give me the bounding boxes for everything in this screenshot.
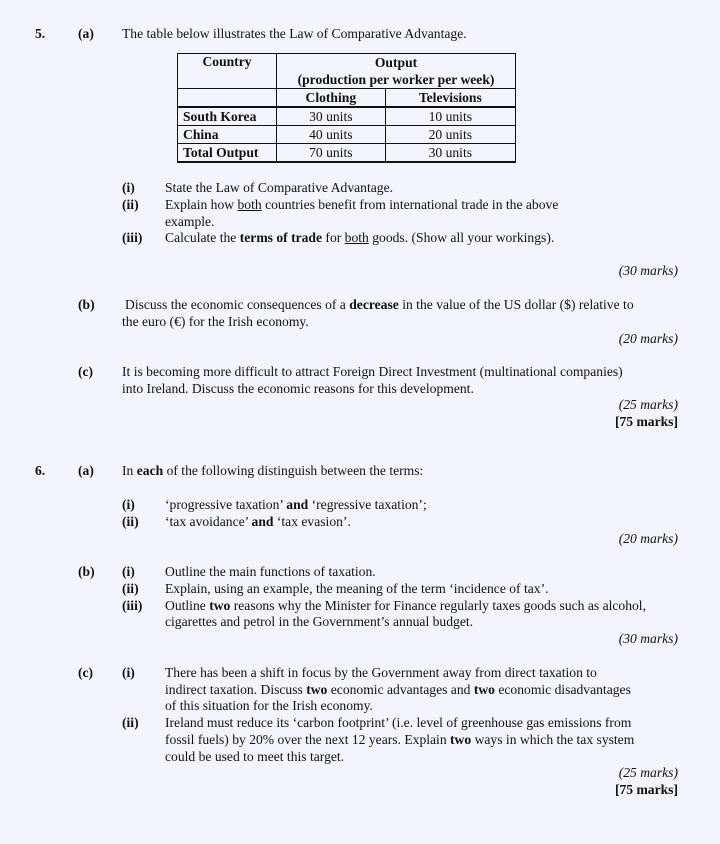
country-header: Country [178,54,277,89]
q5a-item-text: State the Law of Comparative Advantage. [165,180,394,195]
q5a-item-text-cont: example. [165,214,215,229]
q5-part-a-intro: The table below illustrates the Law of Comparative Advantage. [122,26,467,41]
q6b-item-label: (iii) [122,598,143,613]
q5-part-c-text-cont: into Ireland. Discuss the economic reasons for this development. [122,381,474,396]
televisions-header: Televisions [385,89,515,108]
q5-total-marks: [75 marks] [614,414,678,429]
country-cell: South Korea [178,107,277,126]
q6-part-b-label: (b) [78,564,95,579]
q6-part-a-intro: In each of the following distinguish between the terms: [122,463,424,478]
q6a-item-label: (ii) [122,514,139,529]
q6a-marks: (20 marks) [618,531,678,546]
q6b-item-text: Outline two reasons why the Minister for Finance regularly taxes goods such as alcohol, [165,598,646,613]
q5a-item-label: (ii) [122,197,139,212]
comparative-advantage-table [177,53,516,163]
q6c-item-text-cont: could be used to meet this target. [165,749,345,764]
clothing-cell: 70 units [277,144,386,163]
output-subheader: (production per worker per week) [277,71,516,89]
q6c-item-label: (ii) [122,715,139,730]
output-header: Output [277,54,516,72]
q6a-item-text: ‘progressive taxation’ and ‘regressive taxation’; [165,497,427,512]
q6b-item-text: Explain, using an example, the meaning of the term ‘incidence of tax’. [165,581,549,596]
q6c-item-text-cont: fossil fuels) by 20% over the next 12 years. Explain two ways in which the tax system [165,732,635,747]
q6-total-marks: [75 marks] [614,782,678,797]
table-row [178,126,516,144]
question-6-number: 6. [35,463,46,478]
clothing-cell: 30 units [277,107,386,126]
q6b-marks: (30 marks) [618,631,678,646]
q6c-marks: (25 marks) [618,765,678,780]
clothing-cell: 40 units [277,126,386,144]
q5c-marks: (25 marks) [618,397,678,412]
televisions-cell: 30 units [385,144,515,163]
q6a-item-label: (i) [122,497,135,512]
q6c-item-text-cont: indirect taxation. Discuss two economic advantages and two economic disadvantages [165,682,631,697]
q6c-item-text-cont: of this situation for the Irish economy. [165,698,373,713]
table-row [178,144,516,163]
question-5-number: 5. [35,26,46,41]
q6b-item-text: Outline the main functions of taxation. [165,564,376,579]
q5-part-b-text: Discuss the economic consequences of a decrease in the value of the US dollar ($) relative to [125,297,634,312]
q5-part-c-label: (c) [78,364,94,379]
q5-part-c-text: It is becoming more difficult to attract Foreign Direct Investment (multinational companies) [122,364,623,379]
q5a-item-label: (i) [122,180,135,195]
q5a-marks: (30 marks) [618,263,678,278]
q6b-item-label: (i) [122,564,135,579]
q6c-item-text: Ireland must reduce its ‘carbon footprint’ (i.e. level of greenhouse gas emissions from [165,715,632,730]
televisions-cell: 20 units [385,126,515,144]
q6-part-c-label: (c) [78,665,94,680]
q6-part-a-label: (a) [78,463,94,478]
q5a-item-label: (iii) [122,230,143,245]
q6c-item-text: There has been a shift in focus by the Government away from direct taxation to [165,665,597,680]
q6b-item-label: (ii) [122,581,139,596]
televisions-cell: 10 units [385,107,515,126]
q6b-item-text-cont: cigarettes and petrol in the Government’s annual budget. [165,614,474,629]
country-cell: China [178,126,277,144]
country-header-spacer [178,89,277,108]
q5-part-a-label: (a) [78,26,94,41]
q5-part-b-text-cont: the euro (€) for the Irish economy. [122,314,309,329]
table-row [178,107,516,126]
q6c-item-label: (i) [122,665,135,680]
country-cell: Total Output [178,144,277,163]
q5-part-b-label: (b) [78,297,95,312]
q5a-item-text: Explain how both countries benefit from international trade in the above [165,197,559,212]
q6a-item-text: ‘tax avoidance’ and ‘tax evasion’. [165,514,351,529]
clothing-header: Clothing [277,89,386,108]
q5a-item-text: Calculate the terms of trade for both goods. (Show all your workings). [165,230,555,245]
q5b-marks: (20 marks) [618,331,678,346]
